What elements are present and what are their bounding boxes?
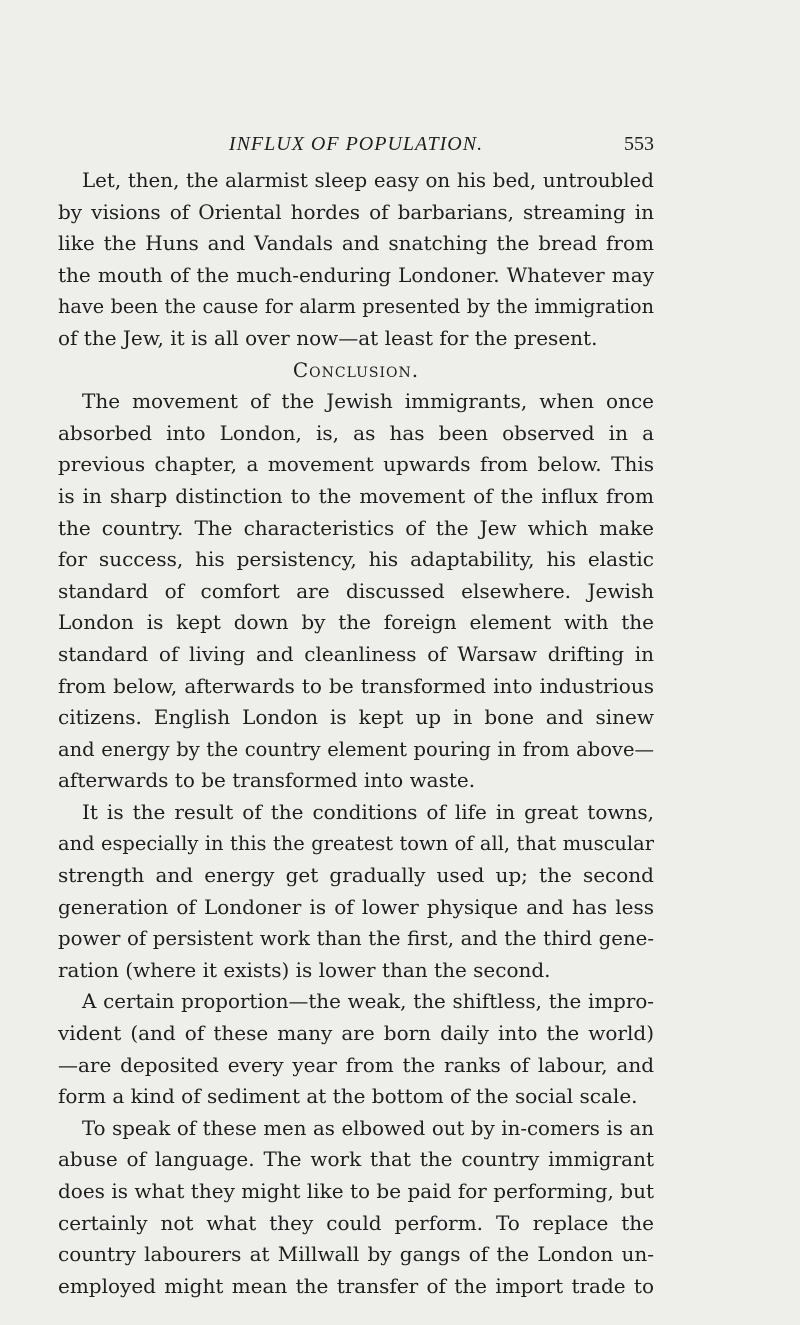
running-title: INFLUX OF POPULATION.	[228, 133, 484, 155]
text-line: afterwards to be transformed into waste.	[58, 768, 476, 793]
text-line: and especially in this the greatest town of all, that muscular	[58, 832, 654, 856]
text-line: certainly not what they could perform. To replace the	[58, 1210, 654, 1235]
paragraph	[58, 1113, 654, 1303]
text-line: abuse of language. The work that the country immigrant	[58, 1147, 654, 1172]
paragraph	[58, 386, 654, 797]
text-line: have been the cause for alarm presented by the immigration	[58, 295, 654, 319]
text-line: The movement of the Jewish immigrants, when once	[82, 389, 654, 414]
text-line: and energy by the country element pouring in from above—	[58, 737, 654, 761]
text-line: is in sharp distinction to the movement of the influx from	[58, 483, 654, 508]
text-line: absorbed into London, is, as has been observed in a	[58, 420, 654, 445]
text-line: for success, his persistency, his adaptability, his elastic	[58, 547, 654, 572]
text-line: like the Huns and Vandals and snatching the bread from	[58, 231, 654, 256]
text-line: standard of living and cleanliness of Warsaw drifting in	[58, 641, 654, 666]
running-head	[58, 130, 654, 158]
text-line: A certain proportion—the weak, the shiftless, the impro-	[82, 990, 654, 1014]
text-line: It is the result of the conditions of life in great towns,	[82, 799, 654, 824]
text-line: London is kept down by the foreign element with the	[58, 610, 654, 635]
paragraph	[58, 986, 654, 1112]
text-line: vident (and of these many are born daily into the world)	[58, 1021, 654, 1046]
text-line: by visions of Oriental hordes of barbarians, streaming in	[58, 199, 654, 224]
text-line: standard of comfort are discussed elsewhere. Jewish	[58, 578, 654, 603]
text-line: employed might mean the transfer of the import trade to	[58, 1273, 654, 1298]
text-line: —are deposited every year from the ranks of labour, and	[58, 1052, 654, 1077]
text-line: Let, then, the alarmist sleep easy on his bed, untroubled	[82, 169, 654, 192]
text-line: ration (where it exists) is lower than the second.	[58, 957, 551, 982]
section-heading: Conclusion.	[292, 357, 420, 382]
text-line: of the Jew, it is all over now—at least for the present.	[58, 325, 598, 350]
text-line: strength and energy get gradually used up; the second	[58, 863, 654, 888]
text-line: form a kind of sediment at the bottom of the social scale.	[58, 1084, 638, 1109]
paragraph	[58, 165, 654, 355]
text-line: the country. The characteristics of the Jew which make	[58, 515, 654, 540]
text-line: does is what they might like to be paid for performing, but	[58, 1179, 654, 1203]
text-line: power of persistent work than the first, and the third gene-	[58, 927, 654, 951]
text-line: country labourers at Millwall by gangs of the London un-	[58, 1242, 654, 1267]
page-number: 553	[624, 133, 654, 155]
text-line: the mouth of the much-enduring Londoner. Whatever may	[58, 262, 654, 287]
text-line: citizens. English London is kept up in bone and sinew	[58, 705, 654, 730]
text-line: generation of Londoner is of lower physique and has less	[58, 894, 654, 919]
text-line: from below, afterwards to be transformed into industrious	[58, 673, 654, 698]
text-line: previous chapter, a movement upwards from below. This	[58, 452, 654, 477]
paragraph	[58, 797, 654, 987]
body-text	[58, 165, 654, 1302]
text-line: To speak of these men as elbowed out by in-comers is an	[82, 1116, 654, 1140]
